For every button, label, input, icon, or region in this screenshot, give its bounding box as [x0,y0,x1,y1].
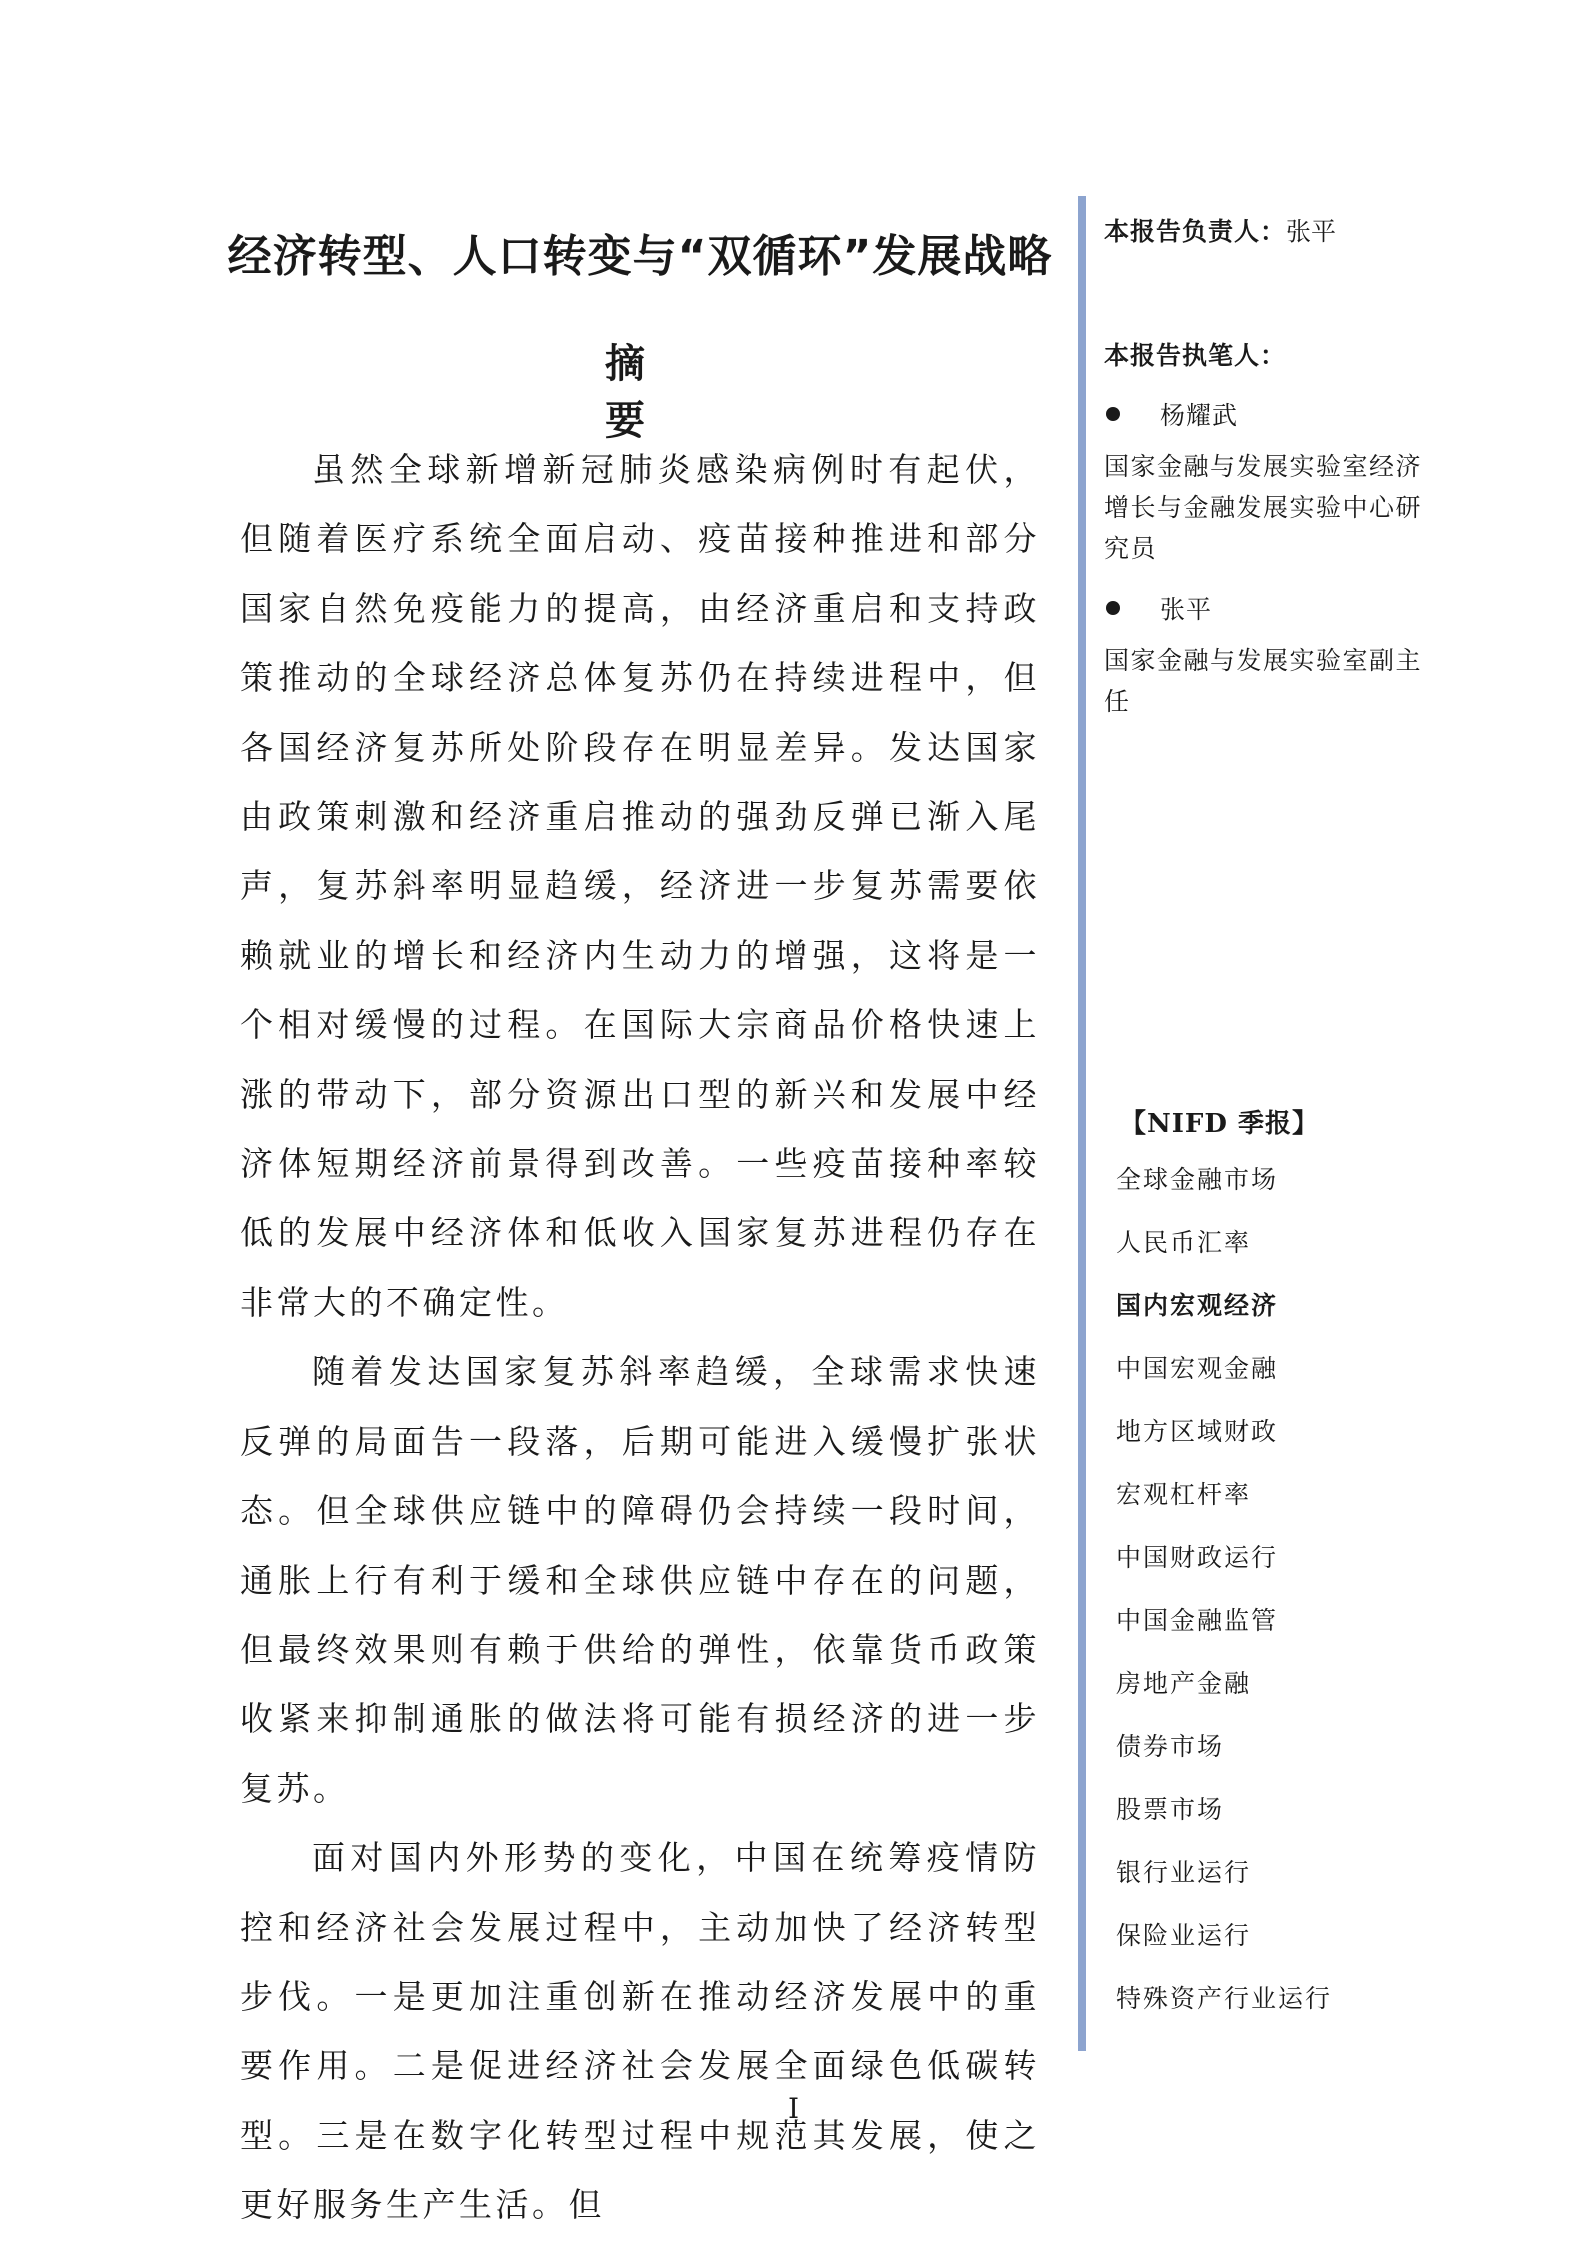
abstract-paragraph-2: 随着发达国家复苏斜率趋缓，全球需求快速反弹的局面告一段落，后期可能进入缓慢扩张状态。但全球供应链中的障碍仍会持续一段时间，通胀上行有利于缓和全球供应链中存在的问题，但最终效果则有赖于供给的弹性，依靠货币政策收紧来抑制通胀的做法将可能有损经济的进一步复苏。 [240,1352,1040,1808]
page-title: 经济转型、人口转变与“双循环”发展战略 [227,231,1053,282]
nifd-quarterly-list [1116,1103,1416,2042]
author-affiliation: 国家金融与发展实验室经济增长与金融发展实验中心研究员 [1104,452,1423,563]
nifd-item-china-macro-finance: 中国宏观金融 [1116,1354,1279,1383]
nifd-item-china-fiscal: 中国财政运行 [1116,1543,1279,1572]
nifd-item-insurance: 保险业运行 [1116,1921,1252,1950]
nifd-item-local-regional-finance: 地方区域财政 [1116,1417,1279,1446]
nifd-item-domestic-macro-economy: 国内宏观经济 [1116,1291,1279,1320]
author-entry [1104,396,1444,569]
bullet-icon [1106,407,1120,421]
author-affiliation: 国家金融与发展实验室副主任 [1104,646,1423,716]
bullet-icon [1106,601,1120,615]
nifd-item-global-financial-market: 全球金融市场 [1116,1165,1279,1194]
nifd-item-bond-market: 债券市场 [1116,1732,1225,1761]
sidebar-divider [1078,196,1086,2051]
nifd-item-real-estate-finance: 房地产金融 [1116,1669,1252,1698]
abstract-heading: 摘 要 [605,341,675,444]
author-name: 杨耀武 [1160,401,1239,430]
nifd-item-rmb-exchange-rate: 人民币汇率 [1116,1228,1252,1257]
abstract-paragraph-1: 虽然全球新增新冠肺炎感染病例时有起伏，但随着医疗系统全面启动、疫苗接种推进和部分国家自然免疫能力的提高，由经济重启和支持政策推动的全球经济总体复苏仍在持续进程中，但各国经济复苏所处阶段存在明显差异。发达国家由政策刺激和经济重启推动的强劲反弹已渐入尾声，复苏斜率明显趋缓，经济进一步复苏需要依赖就业的增长和经济内生动力的增强，这将是一个相对缓慢的过程。在国际大宗商品价格快速上涨的带动下，部分资源出口型的新兴和发展中经济体短期经济前景得到改善。一些疫苗接种率较低的发展中经济体和低收入国家复苏进程仍存在非常大的不确定性。 [240,450,1040,1322]
writers-label: 本报告执笔人： [1104,341,1287,370]
abstract-paragraph-3: 面对国内外形势的变化，中国在统筹疫情防控和经济社会发展过程中，主动加快了经济转型步伐。一是更加注重创新在推动经济发展中的重要作用。二是促进经济社会发展全面绿色低碳转型。三是在数字化转型过程中规范其发展，使之更好服务生产生活。但 [240,1838,1040,2225]
report-responsible [1104,212,1336,248]
nifd-item-special-assets: 特殊资产行业运行 [1116,1984,1333,2013]
author-entry [1104,590,1444,722]
responsible-label: 本报告负责人： [1104,217,1287,246]
author-name: 张平 [1160,595,1213,624]
nifd-item-macro-leverage: 宏观杠杆率 [1116,1480,1252,1509]
responsible-name: 张平 [1286,217,1337,246]
page-number: I [787,2092,800,2125]
nifd-item-stock-market: 股票市场 [1116,1795,1225,1824]
abstract-body [240,435,1040,2240]
nifd-items [1116,1160,1416,2042]
nifd-item-banking: 银行业运行 [1116,1858,1252,1887]
nifd-title: 【NIFD 季报】 [1120,1109,1319,1139]
nifd-item-china-financial-regulation: 中国金融监管 [1116,1606,1279,1635]
